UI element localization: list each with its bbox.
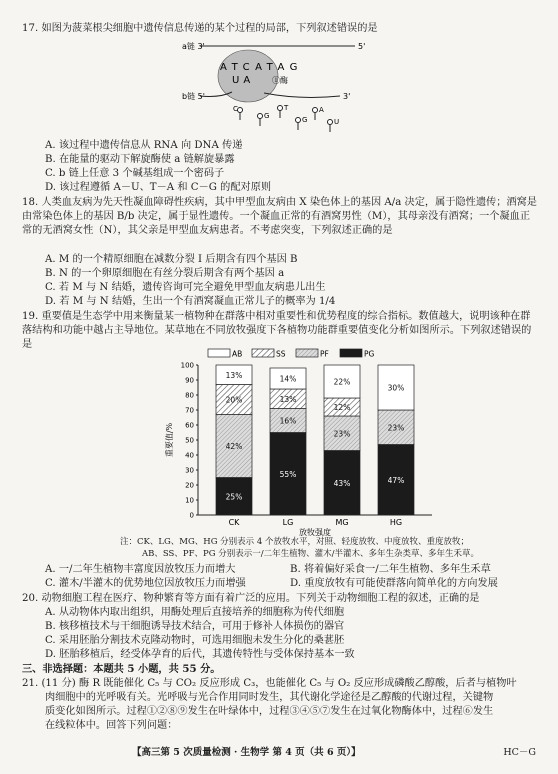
x-tick-label: LG <box>282 518 294 527</box>
b-chain-end: 3' <box>343 92 351 101</box>
chart-bars <box>216 365 414 515</box>
top-sequence: ATCATAG <box>220 62 303 73</box>
y-tick-label: 0 <box>189 511 194 520</box>
q19-option-a: A. 一/二年生植物丰富度因放牧压力而增大 <box>45 564 236 575</box>
bar-data-label: 20% <box>225 395 243 405</box>
q21-line-1: 21. (11 分) 酶 R 既能催化 C₅ 与 CO₂ 反应形成 C₃，也能催化 C₅ 与 O₂ 反应形成磷酸乙醇酸，后者与植物叶 <box>22 678 517 689</box>
bar-data-label: 47% <box>387 475 405 485</box>
chart-note-1: 注：CK、LG、MG、HG 分别表示 4 个放牧水平，对照、轻度放牧、中度放牧、重度放牧； <box>120 537 470 547</box>
q18-option-c: C. 若 M 与 N 结婚，遗传咨询可完全避免甲型血友病患儿出生 <box>45 282 326 293</box>
svg-text:G: G <box>264 112 270 120</box>
y-tick-label: 40 <box>185 451 194 460</box>
q18-option-a: A. M 的一个精原细胞在减数分裂 Ⅰ 后期含有四个基因 B <box>45 254 298 265</box>
bar-data-label: 23% <box>333 429 351 439</box>
y-tick-label: 90 <box>185 376 194 385</box>
bar-data-label: 30% <box>387 383 405 393</box>
y-axis-label: 重要值/% <box>165 422 174 458</box>
free-nucleotides <box>233 104 339 132</box>
question-20-stem: 20. 动物细胞工程在医疗、物种繁育等方面有着广泛的应用。下列关于动物细胞工程的叙述，正确的是 <box>22 593 480 604</box>
x-axis-label: 放牧强度 <box>299 528 331 537</box>
q21-line-2: 肉细胞中的光呼吸有关。光呼吸与光合作用同时发生，其代谢化学途径是乙醇酸的代谢过程，关键物 <box>45 692 494 703</box>
enzyme-label: ①酶 <box>272 76 288 85</box>
x-tick-label: HG <box>389 518 403 527</box>
bar-data-label: 23% <box>387 423 405 433</box>
legend-label-ab: AB <box>232 349 243 359</box>
q20-option-b: B. 核移植技术与干细胞诱导技术结合，可用于修补人体损伤的器官 <box>45 621 345 632</box>
bar-data-label: 13% <box>225 370 243 380</box>
bar-data-label: 16% <box>279 416 297 426</box>
a-chain-label: a链 3' <box>182 42 205 51</box>
bar-data-label: 22% <box>333 377 351 387</box>
svg-text:T: T <box>284 104 289 112</box>
svg-text:U: U <box>334 118 340 126</box>
a-chain-end: 5' <box>358 42 366 51</box>
bottom-sequence: UA <box>232 75 255 86</box>
footer-center: 【高三第 5 次质量检测 · 生物学 第 4 页（共 6 页）】 <box>132 747 361 758</box>
bar-data-label: 25% <box>225 492 243 502</box>
x-tick-label: MG <box>335 518 349 527</box>
legend-label-pg: PG <box>364 349 375 359</box>
q20-option-a: A. 从动物体内取出组织，用酶处理后直接培养的细胞称为传代细胞 <box>45 607 345 618</box>
legend-swatch-ss <box>252 349 274 357</box>
q17-option-d: D. 该过程遵循 A－U、T－A 和 C－G 的配对原则 <box>45 182 272 193</box>
legend-label-pf: PF <box>320 349 329 359</box>
legend-swatch-pg <box>340 349 362 357</box>
bar-data-label: 42% <box>225 442 243 451</box>
q19-option-c: C. 灌木/半灌木的优势地位因放牧压力而增强 <box>45 578 246 589</box>
bar-data-label: 14% <box>279 374 297 384</box>
legend-swatch-ab <box>208 349 230 357</box>
q19-option-b: B. 将着偏好采食一/二年生植物、多年生禾草 <box>290 564 491 575</box>
q20-option-c: C. 采用胚胎分割技术克隆动物时，可选用细胞未发生分化的桑葚胚 <box>45 635 345 646</box>
question-18-stem: 18. 人类血友病为先天性凝血障碍性疾病，其中甲型血友病由 X 染色体上的基因 A/a 决定，属于隐性遗传；酒窝是由常染色体上的基因 B/b 决定，属于显性遗传。一个凝血正常的有酒窝男性（M），其母亲没有酒窝；一个凝血正常的无酒窝女性（N），其父亲是甲型血友病患者。不考虑突变，下列叙述正确的是 <box>22 197 537 237</box>
chart-note-2: AB、SS、PF、PG 分别表示一/二年生植物、灌木/半灌木、多年生杂类草、多年生禾草。 <box>142 549 479 559</box>
legend-swatch-pf <box>296 349 318 357</box>
question-17-stem: 17. 如图为菠菜根尖细胞中遗传信息传递的某个过程的局部，下列叙述错误的是 <box>22 23 378 34</box>
q21-line-3: 质变化如图所示。过程①②⑧⑨发生在叶绿体中，过程③④⑤⑦发生在过氧化物酶体中，过程⑥发生 <box>45 706 494 717</box>
y-axis-ticks <box>181 362 198 520</box>
svg-text:G: G <box>302 116 308 124</box>
y-tick-label: 50 <box>185 436 194 445</box>
footer-right: HC－G <box>503 747 536 758</box>
q17-option-b: B. 在能量的驱动下解旋酶使 a 链解旋暴露 <box>45 154 235 165</box>
q20-option-d: D. 胚胎移植后，经受体孕育的后代，其遗传特性与受体保持基本一致 <box>45 649 355 660</box>
q17-option-c: C. b 链上任意 3 个碱基组成一个密码子 <box>45 168 225 179</box>
q18-option-d: D. 若 M 与 N 结婚，生出一个有酒窝凝血正常儿子的概率为 1/4 <box>45 296 336 307</box>
q21-line-4: 在线粒体中。回答下列问题： <box>45 720 178 731</box>
y-tick-label: 30 <box>185 466 194 475</box>
svg-text:C: C <box>233 105 238 113</box>
stacked-bar-chart <box>160 345 405 537</box>
bar-data-label: 55% <box>279 469 297 479</box>
legend-label-ss: SS <box>276 349 286 359</box>
y-tick-label: 10 <box>185 496 194 505</box>
y-tick-label: 60 <box>185 421 194 430</box>
bar-data-label: 12% <box>333 403 351 412</box>
b-chain-label: b链 5' <box>182 92 205 101</box>
q19-option-d: D. 重度放牧有可能使群落向简单化的方向发展 <box>290 578 498 589</box>
question-19-stem: 19. 重要值是生态学中用来衡量某一植物种在群落中相对重要性和优势程度的综合指标。数值越大，说明该种在群落结构和功能中越占主导地位。某草地在不同放牧强度下各植物功能群重要值变化分析如图所示。下列叙述错误的是 <box>22 311 532 351</box>
y-tick-label: 80 <box>185 391 194 400</box>
transcription-diagram <box>180 38 380 138</box>
x-axis-ticks <box>229 518 403 527</box>
section-3-heading: 三、非选择题：本题共 5 小题，共 55 分。 <box>22 663 221 675</box>
x-tick-label: CK <box>228 518 240 527</box>
bar-data-label: 13% <box>279 394 297 404</box>
chart-legend <box>208 349 375 359</box>
q17-option-a: A. 该过程中遗传信息从 RNA 向 DNA 传递 <box>45 140 243 151</box>
bar-data-label: 43% <box>333 478 351 488</box>
y-tick-label: 20 <box>185 481 194 490</box>
y-tick-label: 70 <box>185 406 194 415</box>
y-tick-label: 100 <box>180 361 194 370</box>
svg-text:A: A <box>319 106 324 114</box>
q18-option-b: B. N 的一个卵原细胞在有丝分裂后期含有两个基因 a <box>45 268 285 279</box>
